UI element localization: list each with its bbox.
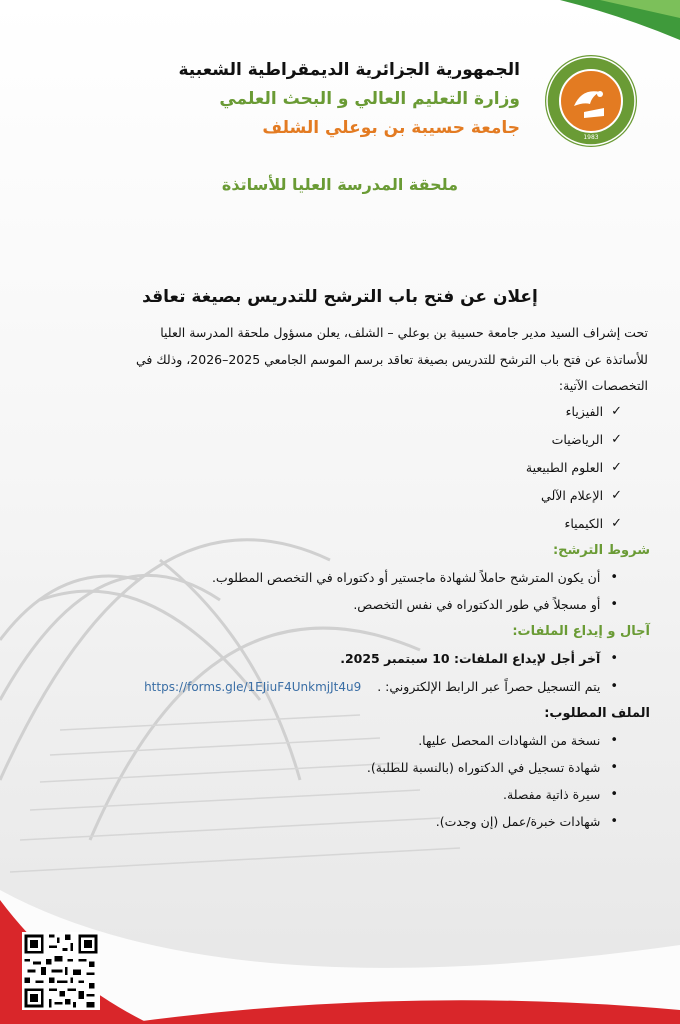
bullet-icon: •	[610, 787, 618, 802]
specialty-item	[564, 516, 622, 531]
specialty-item	[541, 488, 622, 503]
checkmark-icon: ✓	[611, 460, 622, 475]
specialty-label: الكيمياء	[564, 516, 604, 531]
qr-code[interactable]	[22, 932, 100, 1010]
specialty-item	[552, 432, 622, 447]
announcement-title: إعلان عن فتح باب الترشح للتدريس بصيغة تعاقد	[142, 287, 538, 307]
bullet-icon: •	[610, 570, 618, 585]
bullet-icon: •	[610, 733, 618, 748]
svg-text:1983: 1983	[583, 134, 599, 141]
deadline-text: آخر أجل لإيداع الملفات: 10 سبتمبر 2025.	[340, 651, 601, 666]
ministry-name: وزارة التعليم العالي و البحث العلمي	[219, 89, 520, 109]
intro-line-1: تحت إشراف السيد مدير جامعة حسيبة بن بوعلي – الشلف، يعلن مسؤول ملحقة المدرسة العليا	[160, 325, 648, 340]
condition-text: أو مسجلاً في طور الدكتوراه في نفس التخصص.	[353, 597, 601, 612]
checkmark-icon: ✓	[611, 488, 622, 503]
document-text: نسخة من الشهادات المحصل عليها.	[418, 733, 601, 748]
university-name: جامعة حسيبة بن بوعلي الشلف	[262, 118, 520, 138]
document-item	[367, 760, 618, 775]
specialty-label: الإعلام الآلي	[541, 488, 604, 503]
document-text: شهادة تسجيل في الدكتوراه (بالنسبة للطلبة).	[366, 760, 601, 775]
intro-line-2: للأساتذة عن فتح باب الترشح للتدريس بصيغة تعاقد برسم الموسم الجامعي 2025–2026، وذلك في	[135, 352, 648, 367]
documents-heading: الملف المطلوب:	[544, 706, 650, 721]
school-annex-name: ملحقة المدرسة العليا للأساتذة	[221, 175, 459, 194]
condition-item	[353, 597, 618, 612]
republic-name: الجمهورية الجزائرية الديمقراطية الشعبية	[178, 60, 520, 80]
intro-line-3: التخصصات الآتية:	[558, 378, 648, 393]
document-item	[503, 787, 618, 802]
checkmark-icon: ✓	[611, 404, 622, 419]
conditions-heading: شروط الترشح:	[552, 543, 650, 558]
deadline-item	[340, 651, 618, 666]
checkmark-icon: ✓	[611, 516, 622, 531]
condition-text: أن يكون المترشح حاملاً لشهادة ماجستير أو دكتوراه في التخصص المطلوب.	[211, 570, 601, 585]
bullet-icon: •	[610, 814, 618, 829]
bullet-icon: •	[610, 597, 618, 612]
specialty-label: الفيزياء	[565, 404, 604, 419]
bullet-icon: •	[610, 760, 618, 775]
registration-item	[144, 679, 618, 694]
bullet-icon: •	[610, 679, 618, 694]
document-item	[436, 814, 618, 829]
bullet-icon: •	[610, 651, 618, 666]
checkmark-icon: ✓	[611, 432, 622, 447]
document-item	[418, 733, 618, 748]
condition-item	[212, 570, 618, 585]
specialty-label: العلوم الطبيعية	[525, 460, 604, 475]
specialty-item	[526, 460, 622, 475]
specialty-label: الرياضيات	[551, 432, 604, 447]
deadlines-heading: آجال و إيداع الملفات:	[512, 624, 650, 639]
specialty-item	[566, 404, 622, 419]
document-text: شهادات خبرة/عمل (إن وجدت).	[435, 814, 601, 829]
registration-text: يتم التسجيل حصراً عبر الرابط الإلكتروني: .	[377, 679, 601, 694]
document-text: سيرة ذاتية مفصلة.	[503, 787, 601, 802]
registration-link[interactable]: https://forms.gle/1EJiuF4UnkmjJt4u9	[144, 679, 362, 694]
